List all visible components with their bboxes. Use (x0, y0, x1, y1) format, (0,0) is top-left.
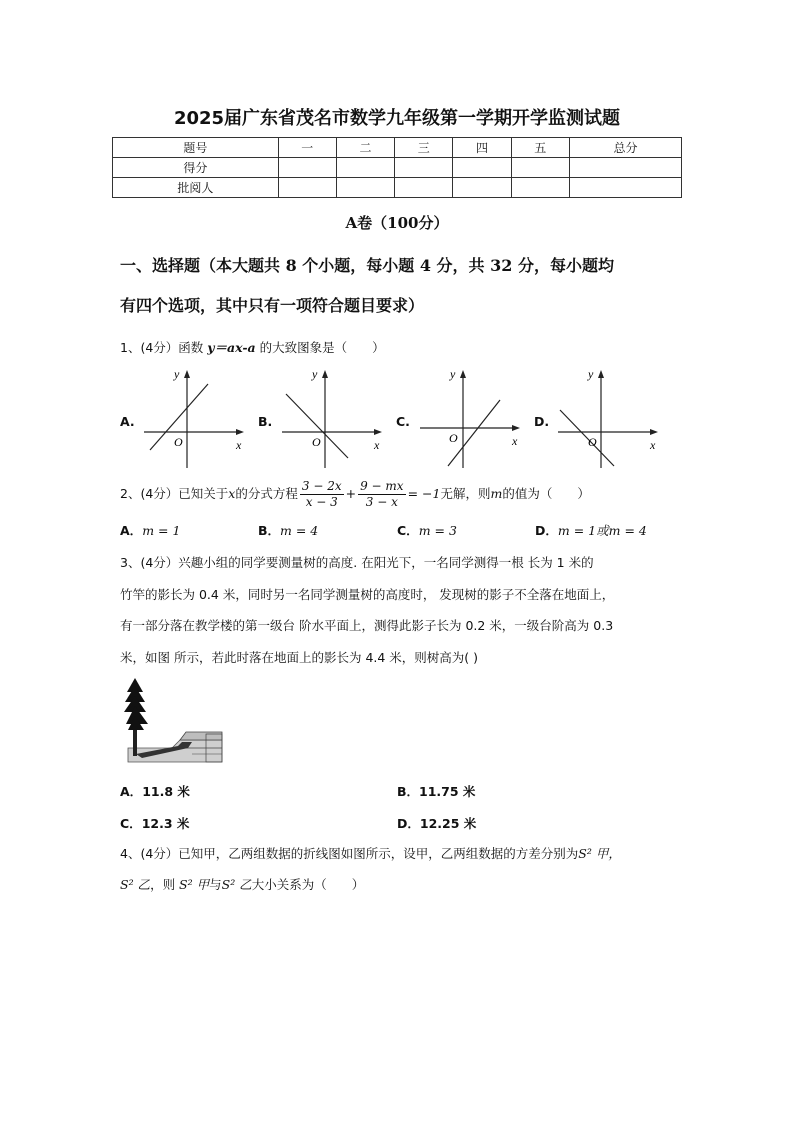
q4-text: ，则 (150, 877, 180, 892)
question-4 (120, 838, 680, 900)
option-label: A． (120, 784, 143, 799)
q4-text: 4、(4分）已知甲，乙两组数据的折线图如图所示，设甲，乙两组数据的方差分别为 (120, 846, 579, 861)
option-label: A． (120, 523, 143, 538)
section-heading-cont: 有四个选项，其中只有一项符合题目要求） (120, 296, 425, 315)
q3-line: 米，如图 所示，若此时落在地面上的影长为 4.4 米，则树高为( ) (120, 649, 479, 665)
frac1-denominator: x − 3 (305, 495, 338, 509)
frac1-numerator: 3 − 2x (301, 479, 342, 493)
q3-option-b[interactable] (397, 782, 475, 800)
option-text: m = 4 (280, 523, 319, 538)
row-label: 批阅人 (113, 178, 279, 198)
q2-fraction-2 (358, 479, 405, 510)
q4-line-1 (120, 838, 680, 869)
option-label: D． (535, 523, 558, 538)
q2-var-x: x (228, 486, 236, 501)
c-origin: O (449, 431, 458, 445)
section-heading: 一、选择题（本大题共 8 个小题，每小题 4 分，共 32 分，每小题均 (120, 256, 614, 275)
table-header-cell: 一 (278, 138, 336, 158)
q3-option-a[interactable] (120, 782, 190, 800)
score-cell[interactable] (278, 178, 336, 198)
score-cell[interactable] (336, 178, 394, 198)
q2-var-m: m (490, 486, 503, 501)
q1-formula: y＝ax-a (207, 340, 256, 355)
exam-title: 2025届广东省茂名市数学九年级第一学期开学监测试题 (173, 108, 621, 129)
option-text: 11.75 米 (419, 784, 476, 799)
option-label: B． (258, 523, 281, 538)
q2-option-d[interactable] (535, 521, 647, 539)
q4-line-2 (120, 869, 680, 900)
score-cell[interactable] (278, 158, 336, 178)
q2-plus: + (345, 486, 357, 501)
q3-line: 有一部分落在教学楼的第一级台 阶水平面上，测得此影子长为 0.2 米，一级台阶高为 0.3 (120, 618, 614, 633)
q1-options (118, 366, 678, 470)
q4-text: 与 (209, 877, 222, 892)
score-table (112, 137, 682, 198)
frac2-numerator: 9 − mx (360, 479, 404, 493)
q4-text: 大小关系为（ ） (251, 877, 365, 892)
option-d-label[interactable]: D. (534, 414, 550, 429)
option-d-graph (556, 366, 666, 470)
table-header-cell: 四 (453, 138, 511, 158)
table-header-cell: 二 (336, 138, 394, 158)
table-row (113, 178, 682, 198)
c-axis-y: y (450, 367, 456, 381)
score-cell[interactable] (511, 178, 569, 198)
q2-prefix: 2、(4分）已知关于 (120, 486, 229, 501)
option-text: m = 1或m = 4 (557, 523, 647, 538)
score-cell[interactable] (336, 158, 394, 178)
d-axis-x: x (650, 438, 656, 452)
question-3 (120, 547, 680, 673)
table-row (113, 158, 682, 178)
option-b-label[interactable]: B. (258, 414, 273, 429)
q2-tail1: 无解，则 (440, 486, 491, 501)
option-label: C． (120, 816, 142, 831)
option-text: 11.8 米 (142, 784, 190, 799)
tree-shadow-figure (122, 676, 224, 768)
option-b-graph (280, 366, 390, 470)
q2-mid: 的分式方程 (235, 486, 298, 501)
b-axis-x: x (374, 438, 380, 452)
score-cell[interactable] (569, 158, 681, 178)
q2-option-a[interactable] (120, 521, 180, 539)
q2-option-b[interactable] (258, 521, 318, 539)
score-cell[interactable] (395, 178, 453, 198)
table-row (113, 138, 682, 158)
frac2-denominator: 3 − x (365, 495, 398, 509)
b-axis-y: y (312, 367, 318, 381)
score-cell[interactable] (453, 158, 511, 178)
q4-variance-jia: S² 甲 (179, 877, 210, 892)
q2-tail2: 的值为（ ） (502, 486, 590, 501)
q4-variance-yi: S² 乙 (221, 877, 252, 892)
q4-variance-jia: S² 甲， (578, 846, 621, 861)
d-axis-y: y (588, 367, 594, 381)
option-a-graph (142, 366, 252, 470)
a-axis-y: y (174, 367, 180, 381)
q2-option-c[interactable] (397, 521, 457, 539)
a-origin: O (174, 435, 183, 449)
q1-prefix: 1、(4分）函数 (120, 340, 208, 355)
option-c-label[interactable]: C. (396, 414, 410, 429)
q4-variance-yi: S² 乙 (120, 877, 151, 892)
option-label: D． (397, 816, 420, 831)
q3-line: 竹竿的影长为 0.4 米，同时另一名同学测量树的高度时， 发现树的影子不全落在地面上， (120, 586, 615, 602)
row-label: 得分 (113, 158, 279, 178)
table-header-cell: 题号 (113, 138, 279, 158)
table-header-cell: 三 (395, 138, 453, 158)
q1-suffix: 的大致图象是（ ） (255, 340, 385, 355)
q3-option-c[interactable] (120, 814, 189, 832)
a-axis-x: x (236, 438, 242, 452)
c-axis-x: x (512, 434, 518, 448)
option-a-label[interactable]: A. (120, 414, 135, 429)
option-label: C． (397, 523, 419, 538)
q2-rhs: = −1 (407, 486, 441, 501)
option-c-graph (418, 366, 528, 470)
option-text: 12.25 米 (419, 816, 477, 831)
score-cell[interactable] (569, 178, 681, 198)
table-header-cell: 总分 (569, 138, 681, 158)
q2-fraction-1 (300, 479, 344, 510)
q3-option-d[interactable] (397, 814, 476, 832)
option-text: m = 3 (418, 523, 457, 538)
option-text: m = 1 (142, 523, 181, 538)
volume-heading: A卷（100分） (345, 214, 449, 232)
question-2 (120, 478, 680, 510)
b-origin: O (312, 435, 321, 449)
q3-line: 3、(4分）兴趣小组的同学要测量树的高度. 在阳光下，一名同学测得一根 长为 1 米的 (120, 555, 594, 570)
question-1 (120, 332, 680, 363)
score-cell[interactable] (453, 178, 511, 198)
score-cell[interactable] (395, 158, 453, 178)
score-cell[interactable] (511, 158, 569, 178)
d-origin: O (588, 435, 597, 449)
option-text: 12.3 米 (141, 816, 190, 831)
option-label: B． (397, 784, 420, 799)
table-header-cell: 五 (511, 138, 569, 158)
